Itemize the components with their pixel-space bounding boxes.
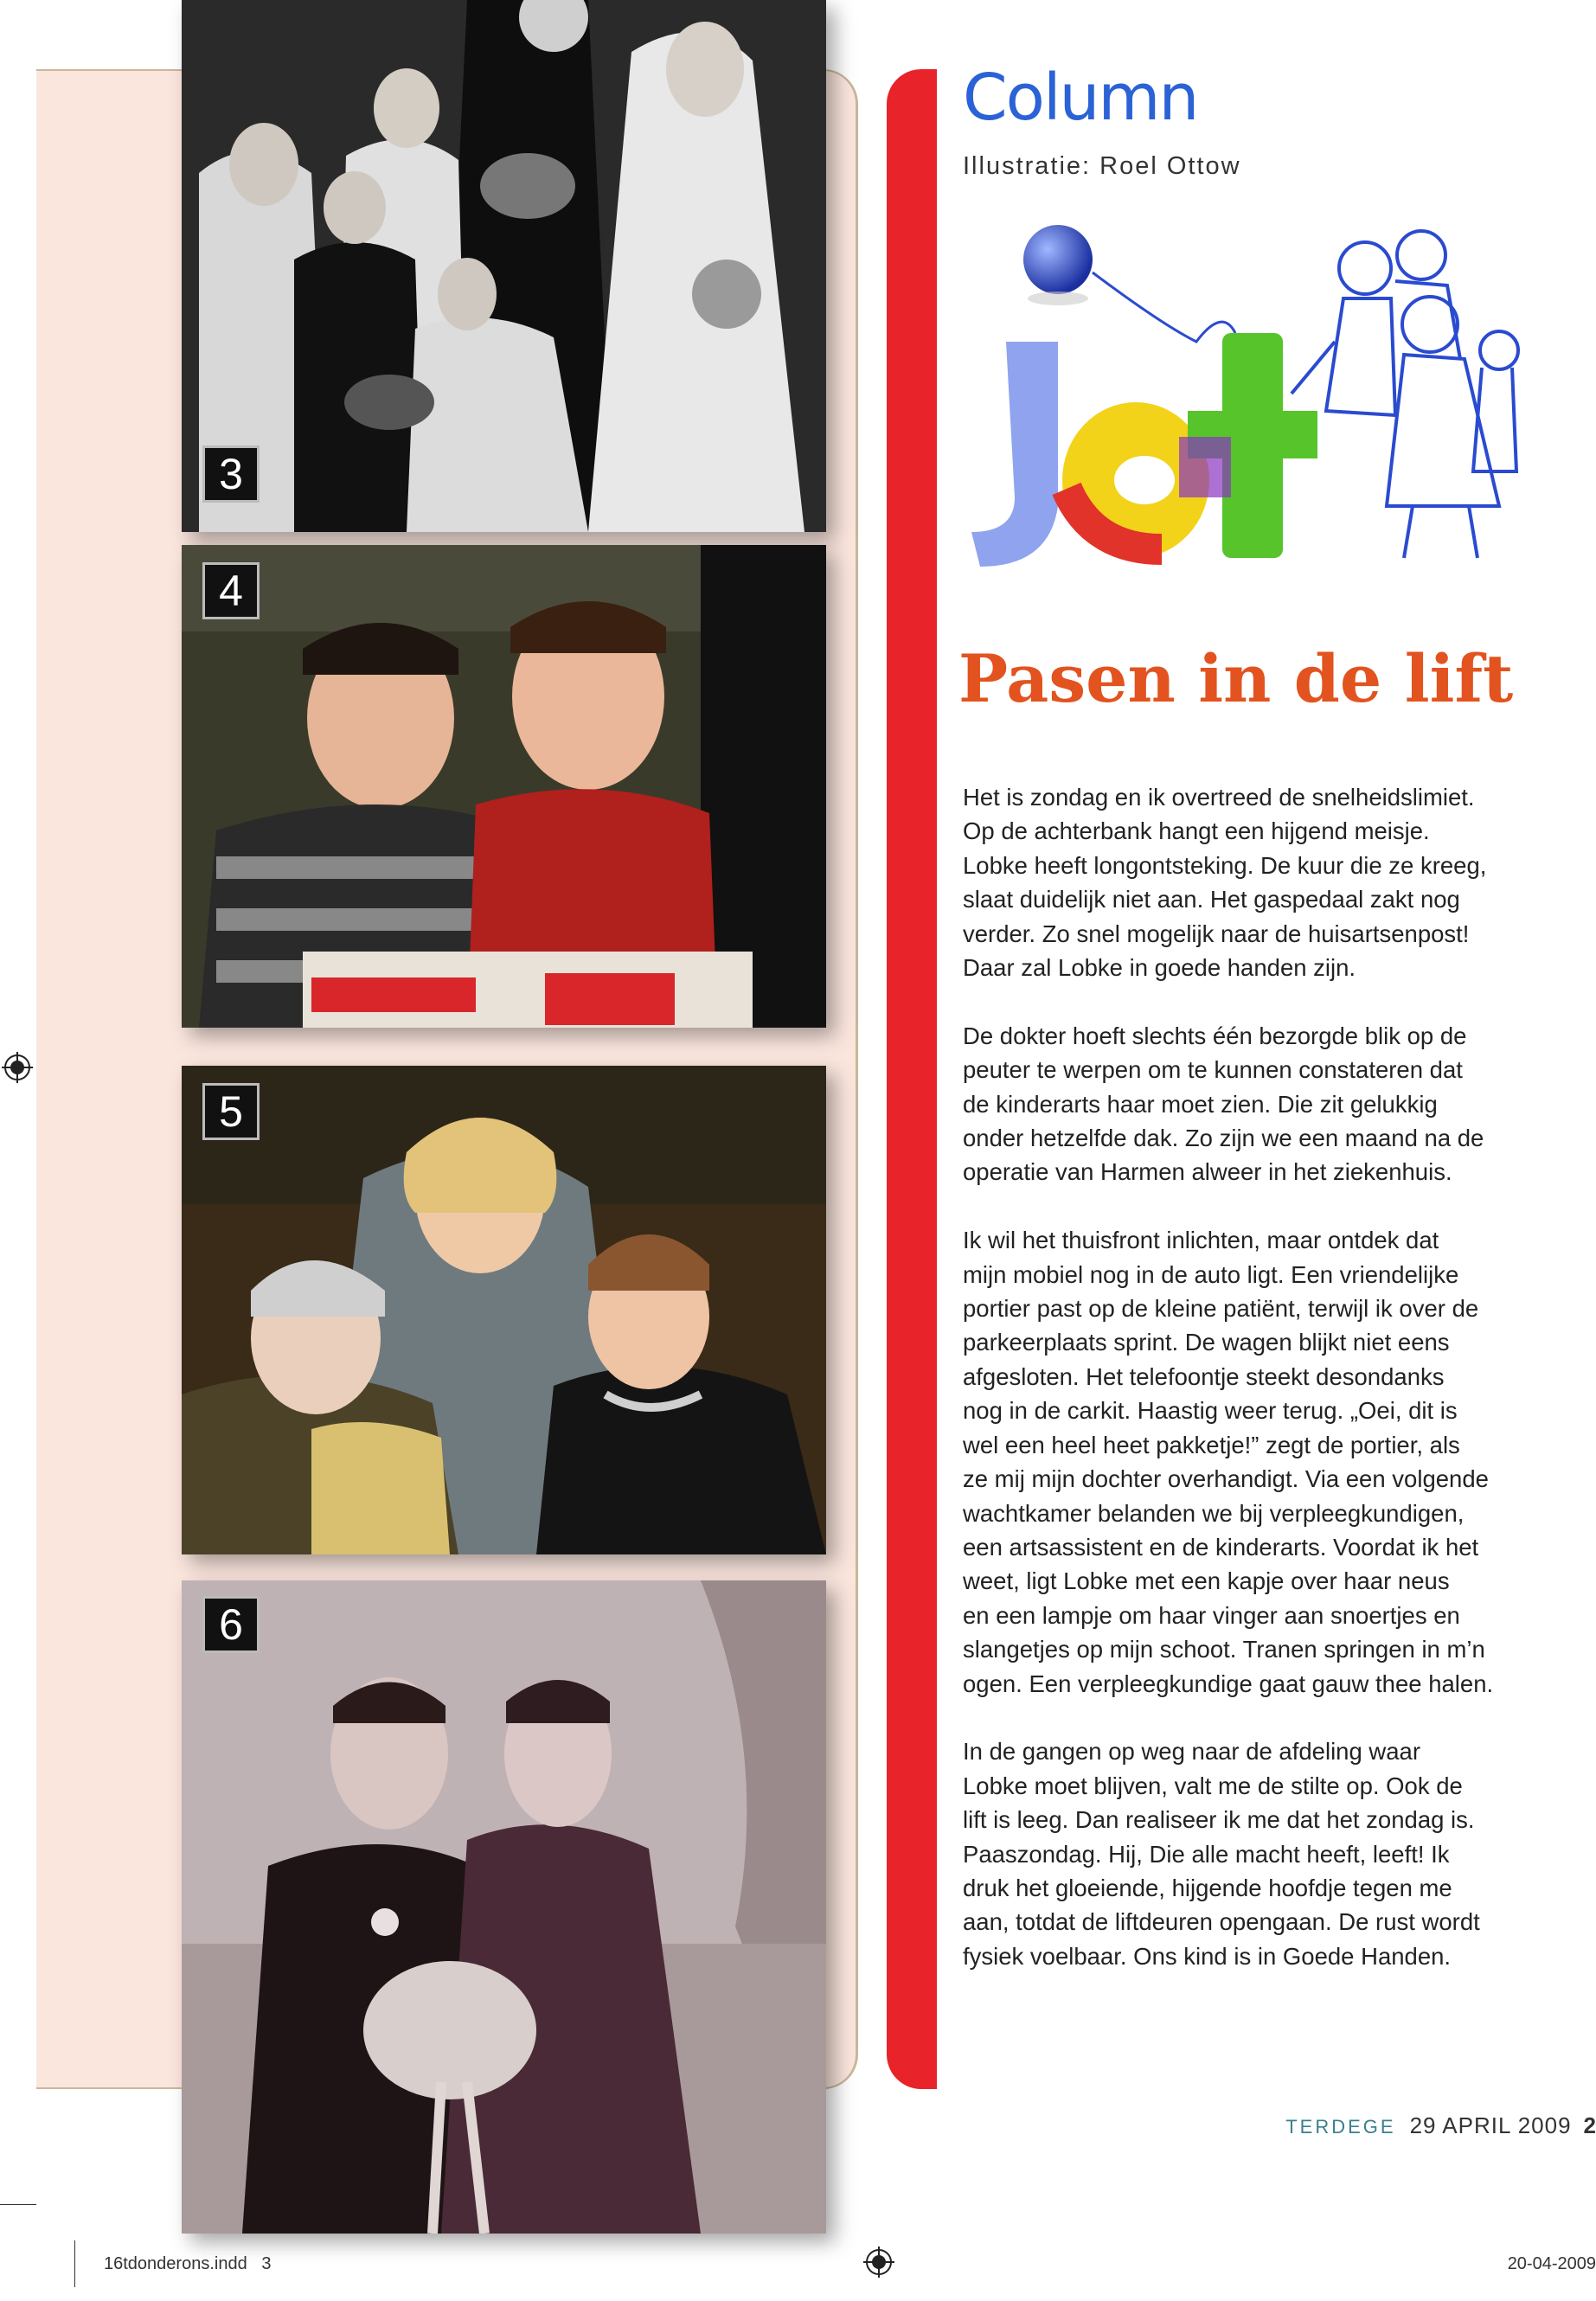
- article-line: afgesloten. Het telefoontje steekt desondanks: [963, 1362, 1445, 1390]
- article-paragraph: [963, 1019, 1525, 1189]
- jet-children-logo-icon: [963, 221, 1542, 610]
- article-paragraph: [963, 780, 1525, 984]
- photo-number-badge: 6: [202, 1596, 260, 1653]
- article-paragraph: [963, 1734, 1525, 1973]
- photo-4-two-boys: [182, 545, 826, 1028]
- article-line: mijn mobiel nog in de auto ligt. Een vriendelijke: [963, 1260, 1459, 1288]
- article-line: Het is zondag en ik overtreed de snelheidslimiet.: [963, 784, 1475, 811]
- article-line: slangetjes op mijn schoot. Tranen springen in m’n: [963, 1636, 1485, 1663]
- article-line: parkeerplaats sprint. De wagen blijkt niet eens: [963, 1329, 1450, 1356]
- slug-date: 20-04-2009: [1507, 2254, 1596, 2273]
- crop-mark: [0, 2204, 36, 2205]
- article-body: [963, 780, 1525, 2008]
- three-women-image: [182, 1066, 826, 1554]
- section-title: Column: [963, 61, 1198, 135]
- issue-date: 29 APRIL 2009: [1409, 2112, 1572, 2138]
- photo-5-three-women: [182, 1066, 826, 1554]
- article-line: fysiek voelbaar. Ons kind is in Goede Handen.: [963, 1942, 1452, 1970]
- two-boys-image: [182, 545, 826, 1028]
- photo-number-badge: 3: [202, 445, 260, 503]
- article-paragraph: [963, 1223, 1525, 1701]
- article-line: lift is leeg. Dan realiseer ik me dat het zondag is.: [963, 1806, 1475, 1834]
- article-line: druk het gloeiende, hijgende hoofdje tegen me: [963, 1874, 1452, 1901]
- photo-3-wedding-party: [182, 0, 826, 532]
- article-line: In de gangen op weg naar de afdeling waar: [963, 1738, 1421, 1766]
- article-line: wachtkamer belanden we bij verpleegkundigen,: [963, 1499, 1465, 1527]
- article-line: portier past op de kleine patiënt, terwijl ik over de: [963, 1295, 1479, 1323]
- page-folio: [1285, 2112, 1596, 2139]
- jet-logo-illustration: [963, 221, 1542, 610]
- article-line: Op de achterbank hangt een hijgend meisje.: [963, 817, 1430, 845]
- article-line: peuter te werpen om te kunnen constateren dat: [963, 1056, 1463, 1084]
- article-headline: Pasen in de lift: [958, 640, 1514, 717]
- article-line: ogen. Een verpleegkundige gaat gauw thee halen.: [963, 1670, 1494, 1697]
- article-line: aan, totdat de liftdeuren opengaan. De rust wordt: [963, 1908, 1480, 1936]
- article-line: de kinderarts haar moet zien. Die zit gelukkig: [963, 1090, 1438, 1118]
- article-line: Lobke heeft longontsteking. De kuur die ze kreeg,: [963, 851, 1487, 879]
- article-line: verder. Zo snel mogelijk naar de huisartsenpost!: [963, 920, 1470, 947]
- red-accent-bar: [887, 69, 937, 2089]
- article-line: weet, ligt Lobke met een kapje over haar neus: [963, 1567, 1450, 1595]
- magazine-name: TERDEGE: [1285, 2116, 1396, 2138]
- article-line: wel een heel heet pakketje!” zegt de portier, als: [963, 1431, 1460, 1458]
- article-line: onder hetzelfde dak. Zo zijn we een maand na de: [963, 1125, 1484, 1152]
- article-line: Lobke moet blijven, valt me de stilte op. Ook de: [963, 1772, 1463, 1799]
- article-line: en een lampje om haar vinger aan snoertjes en: [963, 1601, 1460, 1629]
- article-line: operatie van Harmen alweer in het ziekenhuis.: [963, 1158, 1452, 1186]
- slug-filename: 16tdonderons.indd 3: [104, 2254, 272, 2273]
- article-line: ze mij mijn dochter overhandigt. Via een volgende: [963, 1465, 1489, 1493]
- page-number: 2: [1583, 2112, 1596, 2138]
- article-line: Ik wil het thuisfront inlichten, maar ontdek dat: [963, 1227, 1439, 1254]
- photo-number-badge: 5: [202, 1083, 260, 1140]
- illustration-credit: Illustratie: Roel Ottow: [963, 152, 1241, 180]
- wedding-party-image: [182, 0, 826, 532]
- article-line: Daar zal Lobke in goede handen zijn.: [963, 954, 1356, 982]
- crop-mark: [74, 2240, 75, 2287]
- photo-6-wedding-couple: [182, 1580, 826, 2234]
- article-line: slaat duidelijk niet aan. Het gaspedaal zakt nog: [963, 886, 1460, 913]
- registration-mark-icon: [2, 1052, 33, 1083]
- article-line: De dokter hoeft slechts één bezorgde blik op de: [963, 1022, 1467, 1049]
- wedding-couple-image: [182, 1580, 826, 2234]
- article-line: een artsassistent en de kinderarts. Voordat ik het: [963, 1533, 1479, 1561]
- article-line: Paaszondag. Hij, Die alle macht heeft, leeft! Ik: [963, 1840, 1450, 1868]
- photo-number-badge: 4: [202, 562, 260, 619]
- article-line: nog in de carkit. Haastig weer terug. „Oei, dit is: [963, 1397, 1458, 1425]
- registration-mark-icon: [863, 2247, 894, 2278]
